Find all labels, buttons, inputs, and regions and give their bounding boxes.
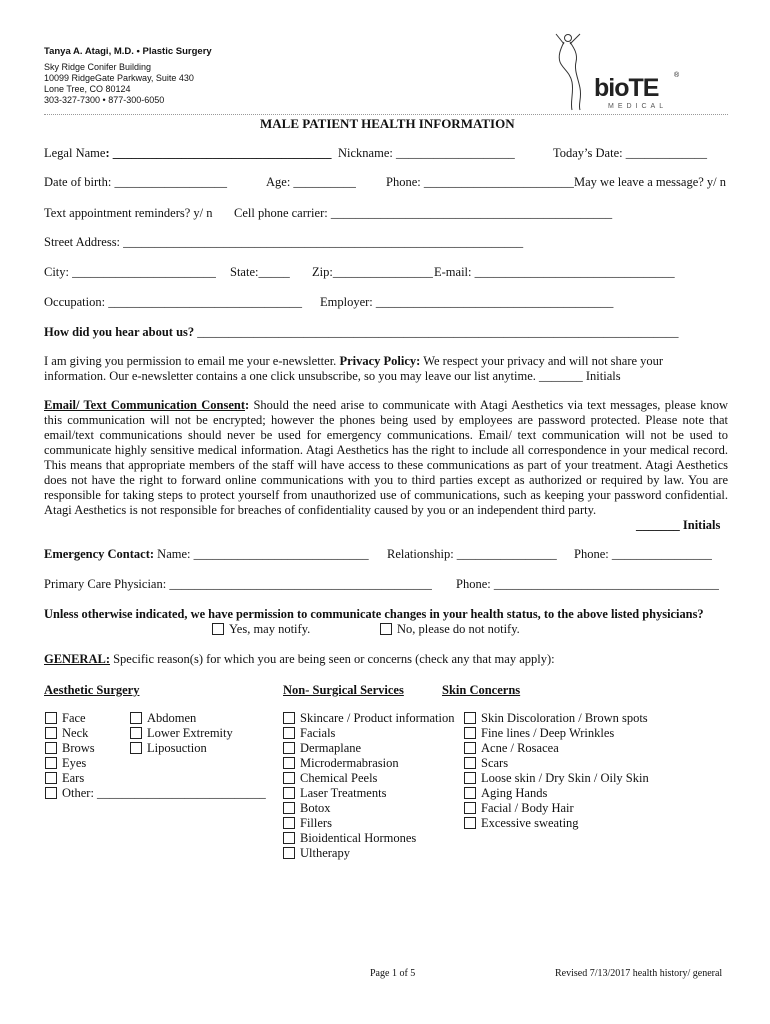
address-line-2: 10099 RidgeGate Parkway, Suite 430 — [44, 73, 194, 83]
page-number: Page 1 of 5 — [370, 968, 416, 979]
privacy-policy-label: Privacy Policy: — [339, 354, 421, 368]
revision-note: Revised 7/13/2017 health history/ general — [555, 968, 723, 979]
aesthetic-option-label: Other: ___________________________ — [62, 786, 266, 800]
consent-initials[interactable]: _______ Initials — [636, 518, 721, 532]
general-text: Specific reason(s) for which you are being seen or concerns (check any that may apply): — [109, 652, 555, 666]
hear-about-line: _____________________________________________________________________________ — [194, 325, 679, 339]
emergency-contact-label: Emergency Contact: — [44, 547, 155, 561]
non-surgical-option-checkbox[interactable] — [283, 772, 295, 784]
non-surgical-option-checkbox[interactable] — [283, 727, 295, 739]
legal-name-label: Legal Name — [44, 146, 106, 160]
aesthetic-option-checkbox[interactable] — [45, 727, 57, 739]
aesthetic-option-checkbox[interactable] — [45, 742, 57, 754]
non-surgical-option-checkbox[interactable] — [283, 832, 295, 844]
employer-field[interactable]: Employer: ______________________________________ — [320, 295, 614, 309]
non-surgical-option-label: Skincare / Product information — [300, 711, 455, 725]
registered-mark: ® — [674, 72, 680, 79]
phone-line: 303-327-7300 • 877-300-6050 — [44, 95, 165, 105]
occupation-field[interactable]: Occupation: _______________________________ — [44, 295, 302, 309]
emergency-contact-field[interactable] — [44, 547, 369, 562]
newsletter-text-2: We respect your privacy and will not share your — [420, 354, 664, 368]
consent-body: Should the need arise to communicate with Atagi Aesthetics via text messages, please know this communication will not be encrypted; however the phones being used by employees are password protected. Please note that email/text communications should never be used for emergency communications. Email/ text communication will not be used to communicate highly sensitive medical information. Atagi Aesthetics has the right to include all correspondence in your medical record. This means that appropriate members of the staff will have access to these communications as part of your treatment. Atagi Aesthetics does not have the right to forward online communications with you to third parties except as authorized or required by law. You are responsible for taking steps to protect yourself from unauthorized use of communications, such as keeping your password confidential. Atagi Aesthetics is not responsible for breaches of confidentiality caused by you or an independent third party. — [44, 398, 728, 517]
aesthetic-option-label: Brows — [62, 741, 95, 755]
relationship-field[interactable]: Relationship: ________________ — [387, 547, 557, 561]
logo-subtitle: MEDICAL — [608, 103, 668, 110]
aesthetic-option-label: Eyes — [62, 756, 87, 770]
notify-question: Unless otherwise indicated, we have permission to communicate changes in your health status, to the above listed physicians? — [44, 607, 704, 621]
emergency-phone-field[interactable]: Phone: ________________ — [574, 547, 712, 561]
text-reminders-field[interactable]: Text appointment reminders? y/ n — [44, 206, 213, 220]
skin-concern-option-checkbox[interactable] — [464, 742, 476, 754]
hear-about-field[interactable] — [44, 325, 679, 340]
aesthetic-option-checkbox[interactable] — [45, 772, 57, 784]
non-surgical-option-label: Ultherapy — [300, 846, 350, 860]
dob-field[interactable]: Date of birth: __________________ — [44, 175, 227, 189]
cell-carrier-field[interactable]: Cell phone carrier: _____________________________________________ — [234, 206, 613, 220]
aesthetic-option-label: Neck — [62, 726, 89, 740]
aesthetic-option-checkbox[interactable] — [45, 712, 57, 724]
phone-field[interactable]: Phone: ________________________ — [386, 175, 574, 189]
nickname-field[interactable]: Nickname: ___________________ — [338, 146, 515, 160]
skin-concern-option-label: Aging Hands — [481, 786, 548, 800]
skin-concern-option-label: Facial / Body Hair — [481, 801, 574, 815]
todays-date-field[interactable]: Today’s Date: _____________ — [553, 146, 707, 160]
zip-field[interactable]: Zip:________________ — [312, 265, 433, 279]
skin-concern-option-checkbox[interactable] — [464, 727, 476, 739]
skin-concern-option-checkbox[interactable] — [464, 712, 476, 724]
non-surgical-option-label: Microdermabrasion — [300, 756, 399, 770]
city-field[interactable]: City: _______________________ — [44, 265, 216, 279]
aesthetic-option-label: Ears — [62, 771, 85, 785]
newsletter-line-1 — [44, 354, 663, 369]
legal-name-field[interactable] — [44, 146, 331, 161]
non-surgical-option-label: Laser Treatments — [300, 786, 387, 800]
form-title: MALE PATIENT HEALTH INFORMATION — [260, 116, 515, 131]
aesthetic-option-checkbox[interactable] — [130, 742, 142, 754]
skin-concern-option-label: Loose skin / Dry Skin / Oily Skin — [481, 771, 649, 785]
pcp-phone-field[interactable]: Phone: ____________________________________ — [456, 577, 719, 591]
logo-wordmark: bioTE — [594, 74, 659, 102]
biote-logo — [552, 32, 692, 112]
skin-concern-option-label: Fine lines / Deep Wrinkles — [481, 726, 615, 740]
consent-colon: : — [245, 398, 250, 412]
hear-about-label: How did you hear about us? — [44, 325, 195, 339]
non-surgical-option-label: Fillers — [300, 816, 332, 830]
non-surgical-option-checkbox[interactable] — [283, 742, 295, 754]
non-surgical-option-checkbox[interactable] — [283, 787, 295, 799]
non-surgical-header: Non- Surgical Services — [283, 683, 404, 697]
non-surgical-option-label: Facials — [300, 726, 336, 740]
non-surgical-option-label: Chemical Peels — [300, 771, 378, 785]
skin-concern-option-checkbox[interactable] — [464, 772, 476, 784]
age-field[interactable]: Age: __________ — [266, 175, 356, 189]
skin-concern-option-checkbox[interactable] — [464, 817, 476, 829]
skin-concerns-header: Skin Concerns — [442, 683, 521, 697]
pcp-field[interactable]: Primary Care Physician: __________________________________________ — [44, 577, 432, 591]
non-surgical-option-checkbox[interactable] — [283, 802, 295, 814]
street-address-field[interactable]: Street Address: ________________________________________________________________ — [44, 235, 524, 249]
non-surgical-option-label: Bioidentical Hormones — [300, 831, 417, 845]
notify-no-label: No, please do not notify. — [397, 622, 520, 636]
non-surgical-option-checkbox[interactable] — [283, 817, 295, 829]
non-surgical-option-label: Botox — [300, 801, 331, 815]
general-line — [44, 652, 555, 667]
state-field[interactable]: State:_____ — [230, 265, 290, 279]
skin-concern-option-checkbox[interactable] — [464, 802, 476, 814]
legal-name-line: : ___________________________________ — [105, 146, 332, 160]
address-line-1: Sky Ridge Conifer Building — [44, 62, 152, 72]
header-divider — [44, 114, 728, 115]
aesthetic-option-label: Face — [62, 711, 86, 725]
consent-paragraph — [44, 398, 728, 518]
aesthetic-option-checkbox[interactable] — [130, 727, 142, 739]
aesthetic-option-checkbox[interactable] — [130, 712, 142, 724]
aesthetic-option-label: Liposuction — [147, 741, 207, 755]
non-surgical-option-checkbox[interactable] — [283, 847, 295, 859]
non-surgical-option-label: Dermaplane — [300, 741, 362, 755]
newsletter-line-2: information. Our e-newsletter contains a one click unsubscribe, so you may leave our list anytime. _______ Initials — [44, 369, 621, 383]
skin-concern-option-checkbox[interactable] — [464, 757, 476, 769]
notify-yes-label: Yes, may notify. — [229, 622, 311, 636]
skin-concern-option-label: Scars — [481, 756, 509, 770]
aesthetic-option-label: Abdomen — [147, 711, 197, 725]
aesthetic-option-label: Lower Extremity — [147, 726, 233, 740]
skin-concern-option-checkbox[interactable] — [464, 787, 476, 799]
notify-yes-checkbox[interactable] — [212, 623, 224, 635]
skin-concern-option-label: Acne / Rosacea — [481, 741, 559, 755]
newsletter-text: I am giving you permission to email me your e-newsletter. — [44, 354, 340, 368]
address-line-3: Lone Tree, CO 80124 — [44, 84, 131, 94]
aesthetic-option-checkbox[interactable] — [45, 787, 57, 799]
email-field[interactable]: E-mail: ________________________________ — [434, 265, 675, 279]
notify-no-checkbox[interactable] — [380, 623, 392, 635]
leave-message-field[interactable]: May we leave a message? y/ n — [574, 175, 727, 189]
aesthetic-surgery-header: Aesthetic Surgery — [44, 683, 140, 697]
practice-name: Tanya A. Atagi, M.D. • Plastic Surgery — [44, 46, 212, 57]
skin-concern-option-label: Excessive sweating — [481, 816, 579, 830]
non-surgical-option-checkbox[interactable] — [283, 712, 295, 724]
consent-label: Email/ Text Communication Consent — [44, 398, 246, 412]
emergency-name-line: Name: ____________________________ — [154, 547, 369, 561]
aesthetic-option-checkbox[interactable] — [45, 757, 57, 769]
non-surgical-option-checkbox[interactable] — [283, 757, 295, 769]
skin-concern-option-label: Skin Discoloration / Brown spots — [481, 711, 648, 725]
general-label: GENERAL: — [44, 652, 110, 666]
